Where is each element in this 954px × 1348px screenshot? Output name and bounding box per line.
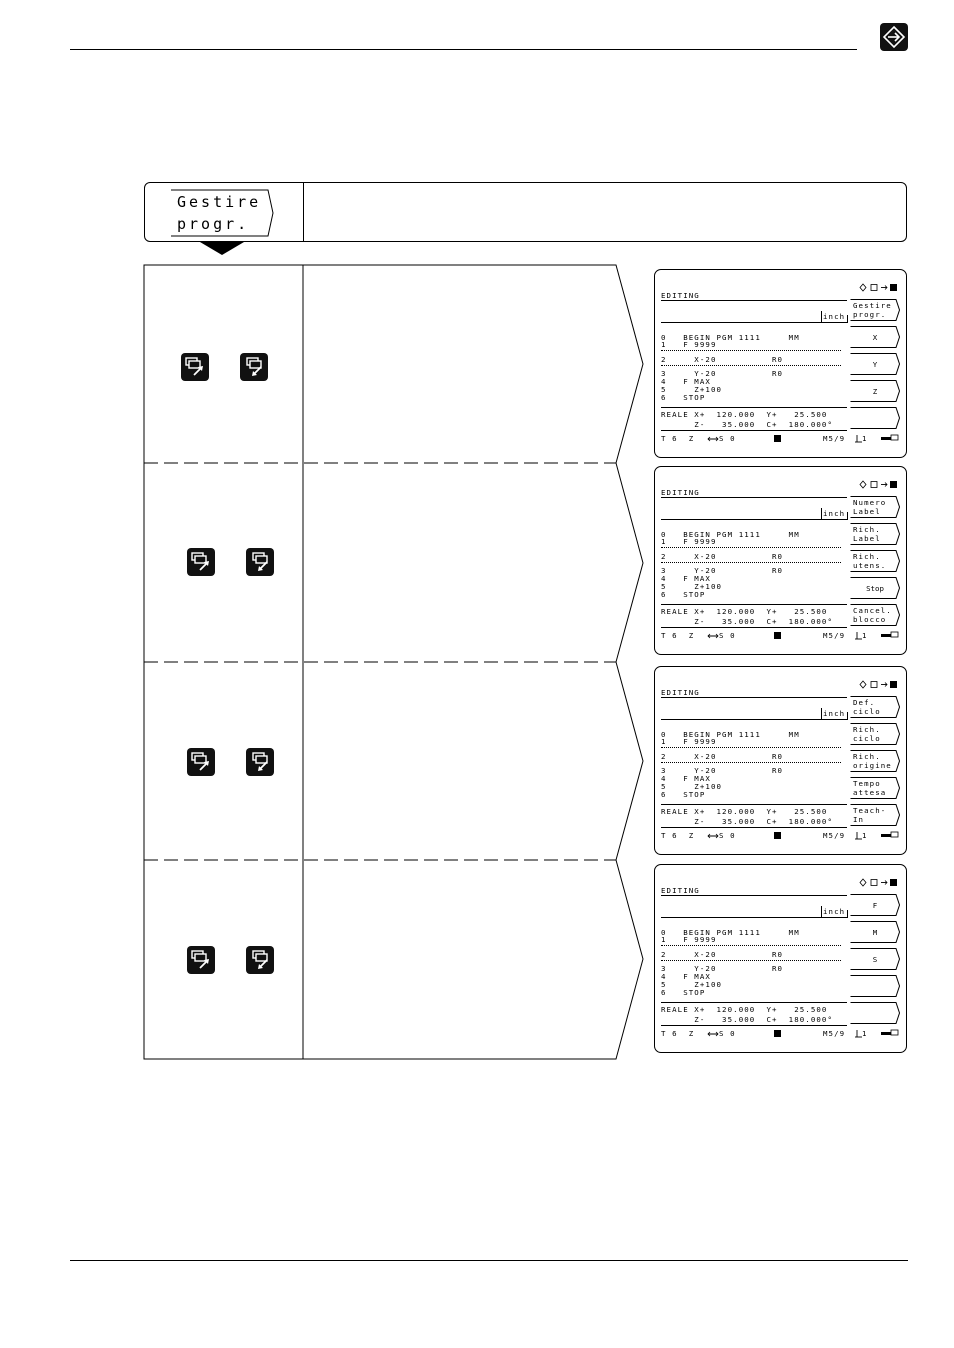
softkey-label: blocco <box>853 615 887 624</box>
softkey[interactable] <box>850 921 900 943</box>
status-tool: T 6 Z <box>661 831 695 840</box>
softkey-label: origine <box>853 761 892 770</box>
program-line: 6 STOP <box>661 590 706 599</box>
softkey-label: Label <box>853 534 881 543</box>
softkey[interactable] <box>850 777 900 799</box>
program-line-current: 2 X-20 R0 <box>661 355 784 364</box>
softkey[interactable] <box>850 380 900 402</box>
program-line: 4 F MAX <box>661 774 711 783</box>
softkey-label: F <box>872 901 878 910</box>
mode-label: EDITING <box>661 688 700 697</box>
feed-icon <box>774 632 781 639</box>
status-datum: 1 <box>862 434 868 443</box>
page-up-icon[interactable] <box>187 548 215 576</box>
softkey-label: ciclo <box>853 734 881 743</box>
unit-label: inch <box>823 509 846 518</box>
feed-icon <box>774 832 781 839</box>
softkey[interactable] <box>850 948 900 970</box>
position-line: Z- 35.000 C+ 180.000° <box>661 617 834 626</box>
tool-length-icon <box>880 631 900 639</box>
softkey-label: attesa <box>853 788 887 797</box>
softkey[interactable] <box>850 523 900 545</box>
tool-length-icon <box>880 831 900 839</box>
status-m: M5/9 <box>823 631 846 640</box>
status-tool: T 6 Z <box>661 1029 695 1038</box>
unit-label: inch <box>823 709 846 718</box>
softkey[interactable] <box>850 326 900 348</box>
position-line: REALE X+ 120.000 Y+ 25.500 <box>661 1005 828 1014</box>
softkey[interactable] <box>850 894 900 916</box>
softkey-label-line1: Gestire <box>177 193 262 211</box>
spindle-icon <box>707 1030 719 1038</box>
program-line: 5 Z+100 <box>661 980 723 989</box>
softkey-label: X <box>872 333 878 342</box>
program-line: 1 F 9999 <box>661 340 717 349</box>
program-line: 3 Y-20 R0 <box>661 766 784 775</box>
softkey[interactable] <box>850 750 900 772</box>
editing-screen <box>654 466 907 655</box>
program-line: 5 Z+100 <box>661 385 723 394</box>
page-up-icon[interactable] <box>181 353 209 381</box>
program-line-current: 2 X-20 R0 <box>661 950 784 959</box>
softkey[interactable] <box>850 975 900 997</box>
program-line: 3 Y-20 R0 <box>661 566 784 575</box>
softkey[interactable] <box>850 353 900 375</box>
status-datum: 1 <box>862 1029 868 1038</box>
softkey-label: Stop <box>866 584 884 593</box>
softkey[interactable] <box>850 577 900 599</box>
softkey-label: S <box>872 955 878 964</box>
program-line: 6 STOP <box>661 790 706 799</box>
status-spindle: S 0 <box>719 434 736 443</box>
status-spindle: S 0 <box>719 631 736 640</box>
softkey[interactable] <box>850 407 900 429</box>
program-line: 4 F MAX <box>661 574 711 583</box>
position-line: REALE X+ 120.000 Y+ 25.500 <box>661 410 828 419</box>
program-line: 0 BEGIN PGM 1111 MM <box>661 333 800 342</box>
page-down-icon[interactable] <box>246 748 274 776</box>
page-down-icon[interactable] <box>246 946 274 974</box>
softkey-label: Rich. <box>853 525 881 534</box>
program-line: 5 Z+100 <box>661 582 723 591</box>
page-up-icon[interactable] <box>187 748 215 776</box>
mode-label: EDITING <box>661 291 700 300</box>
page-up-icon[interactable] <box>187 946 215 974</box>
softkey-label: Z <box>872 387 878 396</box>
softkey-label: Rich. <box>853 552 881 561</box>
softkey-label: Y <box>872 360 878 369</box>
softkey-label: utens. <box>853 561 887 570</box>
status-icons <box>859 680 899 689</box>
editing-screen <box>654 864 907 1053</box>
program-line: 1 F 9999 <box>661 737 717 746</box>
mode-label: EDITING <box>661 886 700 895</box>
softkey-label: Rich. <box>853 725 881 734</box>
softkey[interactable] <box>850 299 900 321</box>
softkey-label: Numero <box>853 498 887 507</box>
position-line: REALE X+ 120.000 Y+ 25.500 <box>661 807 828 816</box>
spindle-icon <box>707 435 719 443</box>
spindle-icon <box>707 632 719 640</box>
softkey-label: Gestire <box>853 301 892 310</box>
program-line: 4 F MAX <box>661 377 711 386</box>
status-m: M5/9 <box>823 1029 846 1038</box>
tool-length-icon <box>880 434 900 442</box>
softkey-label: ciclo <box>853 707 881 716</box>
status-icons <box>859 283 899 292</box>
softkey-label: M <box>872 928 878 937</box>
softkey[interactable] <box>850 804 900 826</box>
softkey-label: Tempo <box>853 779 881 788</box>
position-line: Z- 35.000 C+ 180.000° <box>661 817 834 826</box>
status-datum: 1 <box>862 831 868 840</box>
page-down-icon[interactable] <box>246 548 274 576</box>
status-tool: T 6 Z <box>661 434 695 443</box>
program-line: 0 BEGIN PGM 1111 MM <box>661 730 800 739</box>
position-line: Z- 35.000 C+ 180.000° <box>661 1015 834 1024</box>
program-line: 0 BEGIN PGM 1111 MM <box>661 530 800 539</box>
status-tool: T 6 Z <box>661 631 695 640</box>
softkey-label: Def. <box>853 698 876 707</box>
softkey[interactable] <box>850 696 900 718</box>
program-line: 1 F 9999 <box>661 935 717 944</box>
program-line: 4 F MAX <box>661 972 711 981</box>
softkey-label: In <box>853 815 865 824</box>
feed-icon <box>774 435 781 442</box>
softkey[interactable] <box>850 604 900 626</box>
program-line: 0 BEGIN PGM 1111 MM <box>661 928 800 937</box>
softkey[interactable] <box>850 723 900 745</box>
program-line: 3 Y-20 R0 <box>661 369 784 378</box>
program-line: 6 STOP <box>661 988 706 997</box>
status-spindle: S 0 <box>719 1029 736 1038</box>
page-down-icon[interactable] <box>240 353 268 381</box>
softkey-label: Teach- <box>853 806 887 815</box>
program-line: 1 F 9999 <box>661 537 717 546</box>
status-m: M5/9 <box>823 434 846 443</box>
spindle-icon <box>707 832 719 840</box>
softkey-label: Cancel. <box>853 606 892 615</box>
program-line-current: 2 X-20 R0 <box>661 552 784 561</box>
mode-label: EDITING <box>661 488 700 497</box>
softkey-label: progr. <box>853 310 887 319</box>
unit-label: inch <box>823 312 846 321</box>
softkey-label-line2: progr. <box>177 215 250 233</box>
tool-length-icon <box>880 1029 900 1037</box>
editing-screen <box>654 269 907 458</box>
softkey-label: Label <box>853 507 881 516</box>
position-line: Z- 35.000 C+ 180.000° <box>661 420 834 429</box>
status-icons <box>859 480 899 489</box>
softkey[interactable] <box>850 550 900 572</box>
status-m: M5/9 <box>823 831 846 840</box>
program-line-current: 2 X-20 R0 <box>661 752 784 761</box>
program-line: 3 Y-20 R0 <box>661 964 784 973</box>
position-line: REALE X+ 120.000 Y+ 25.500 <box>661 607 828 616</box>
softkey[interactable] <box>850 496 900 518</box>
status-datum: 1 <box>862 631 868 640</box>
program-line: 5 Z+100 <box>661 782 723 791</box>
softkey[interactable] <box>850 1002 900 1024</box>
unit-label: inch <box>823 907 846 916</box>
softkey-label: Rich. <box>853 752 881 761</box>
editing-screen <box>654 666 907 855</box>
status-spindle: S 0 <box>719 831 736 840</box>
program-line: 6 STOP <box>661 393 706 402</box>
status-icons <box>859 878 899 887</box>
feed-icon <box>774 1030 781 1037</box>
